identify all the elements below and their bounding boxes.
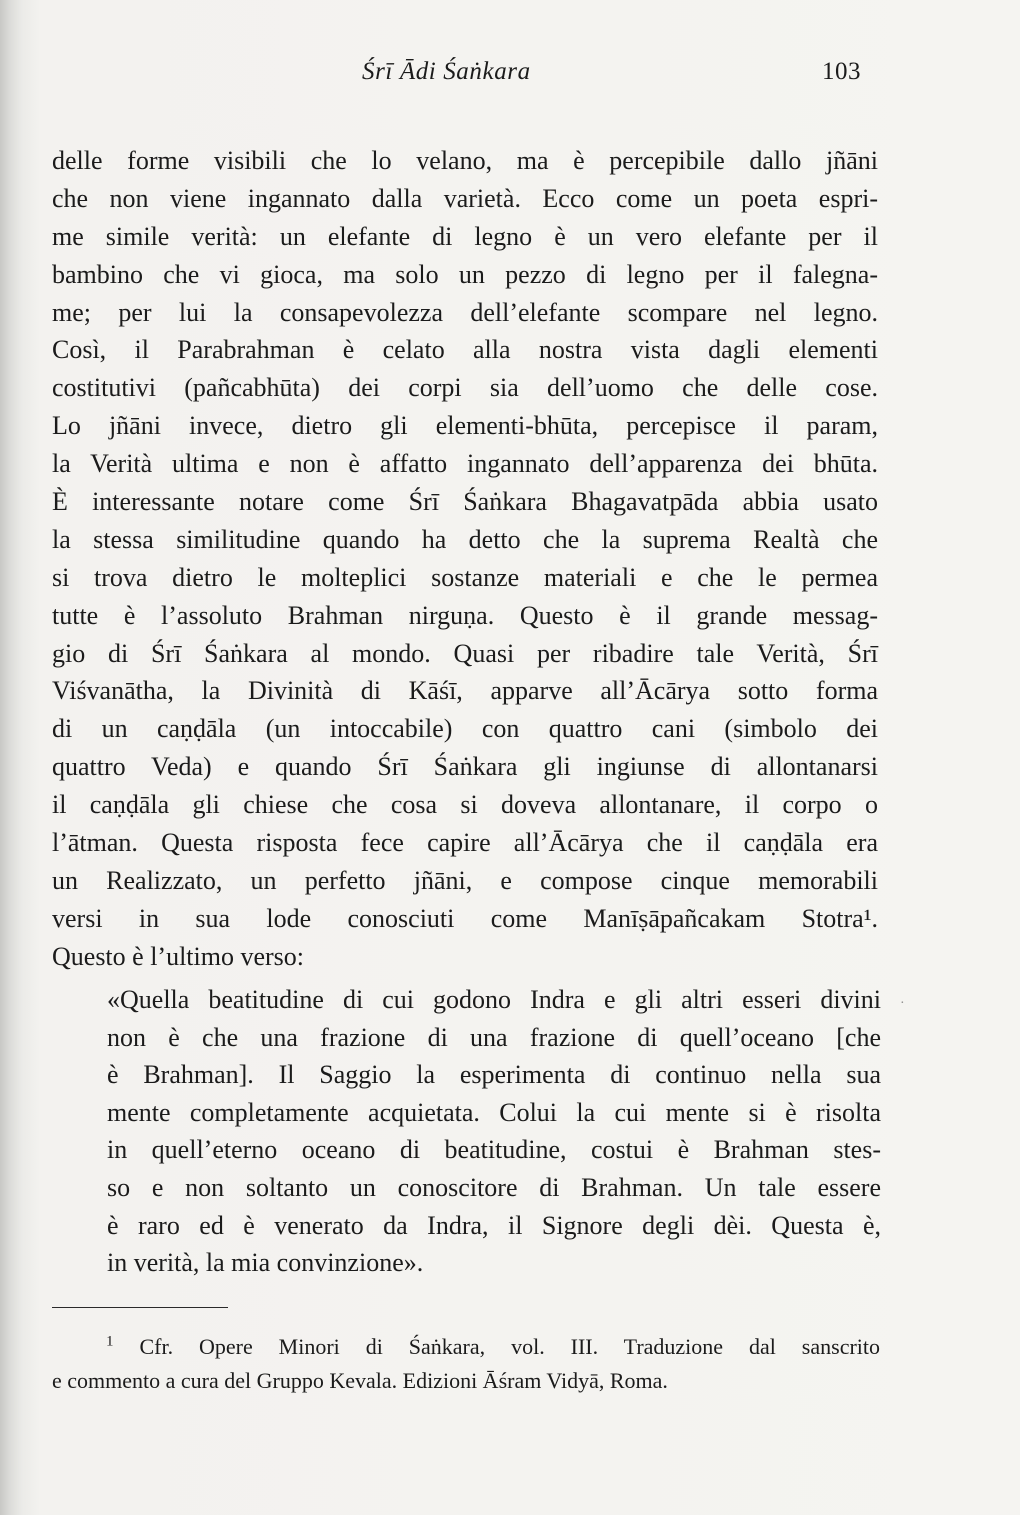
body-line: costitutivi (pañcabhūta) dei corpi sia dell’uomo che delle cose.: [52, 373, 878, 403]
body-line: delle forme visibili che lo velano, ma è percepibile dallo jñāni: [52, 146, 878, 175]
body-line: Così, il Parabrahman è celato alla nostra vista dagli elementi: [52, 335, 878, 365]
body-line: me; per lui la consapevolezza dell’elefante scompare nel legno.: [52, 297, 878, 327]
body-line: l’ātman. Questa risposta fece capire all’Ācārya che il caṇḍāla era: [52, 828, 878, 858]
running-head: [0, 58, 1020, 92]
body-line: Questo è l’ultimo verso:: [52, 941, 305, 971]
body-line: la Verità ultima e non è affatto ingannato dell’apparenza dei bhūta.: [52, 449, 878, 479]
body-line: quattro Veda) e quando Śrī Śaṅkara gli ingiunse di allontanarsi: [52, 752, 878, 782]
body-line: il caṇḍāla gli chiese che cosa si doveva allontanare, il corpo o: [52, 790, 878, 820]
footnote-rule: [52, 1307, 228, 1308]
quote-line: mente completamente acquietata. Colui la cui mente si è risolta: [107, 1097, 881, 1127]
footnote-line: [52, 1330, 880, 1364]
body-line: la stessa similitudine quando ha detto che la suprema Realtà che: [52, 524, 878, 554]
body-line: si trova dietro le molteplici sostanze materiali e che le permea: [52, 562, 878, 592]
body-line: un Realizzato, un perfetto jñāni, e compose cinque memorabili: [52, 865, 878, 895]
body-line: gio di Śrī Śaṅkara al mondo. Quasi per ribadire tale Verità, Śrī: [52, 638, 878, 668]
footnote-line: e commento a cura del Gruppo Kevala. Edizioni Āśram Vidyā, Roma.: [52, 1368, 668, 1393]
footnote: [52, 1330, 880, 1398]
footnote-text: Cfr. Opere Minori di Śaṅkara, vol. III. Traduzione dal sanscrito: [139, 1334, 881, 1359]
quote-line: non è che una frazione di una frazione di quell’oceano [che: [107, 1022, 881, 1052]
body-line: Lo jñāni invece, dietro gli elementi-bhūta, percepisce il param,: [52, 411, 878, 441]
body-line: È interessante notare come Śrī Śaṅkara Bhagavatpāda abbia usato: [52, 487, 878, 517]
quote-line: in quell’eterno oceano di beatitudine, costui è Brahman stes-: [107, 1135, 881, 1165]
body-line: Viśvanātha, la Divinità di Kāśī, apparve all’Ācārya sotto forma: [52, 676, 878, 706]
page-number: 103: [822, 58, 861, 85]
quote-line: «Quella beatitudine di cui godono Indra e gli altri esseri divini: [107, 985, 881, 1014]
verse-quotation: [107, 981, 881, 1282]
quote-line: è Brahman]. Il Saggio la esperimenta di continuo nella sua: [107, 1060, 881, 1090]
quote-line: so e non soltanto un conoscitore di Brahman. Un tale essere: [107, 1172, 881, 1202]
body-line: versi in sua lode conosciuti come Manīṣāpañcakam Stotra¹.: [52, 903, 878, 933]
body-line: me simile verità: un elefante di legno è un vero elefante per il: [52, 221, 878, 251]
footnote-marker: 1: [106, 1333, 114, 1350]
running-title: Śrī Ādi Śaṅkara: [362, 58, 531, 85]
body-line: bambino che vi gioca, ma solo un pezzo di legno per il falegna-: [52, 259, 878, 289]
body-line: tutte è l’assoluto Brahman nirguṇa. Questo è il grande messag-: [52, 600, 878, 630]
body-line: che non viene ingannato dalla varietà. Ecco come un poeta espri-: [52, 183, 878, 213]
quote-line: è raro ed è venerato da Indra, il Signore degli dèi. Questa è,: [107, 1210, 881, 1240]
body-line: di un caṇḍāla (un intoccabile) con quattro cani (simbolo dei: [52, 714, 878, 744]
body-text: [52, 142, 878, 976]
quote-line: in verità, la mia convinzione».: [107, 1248, 424, 1278]
stray-mark: ·: [900, 996, 905, 1011]
